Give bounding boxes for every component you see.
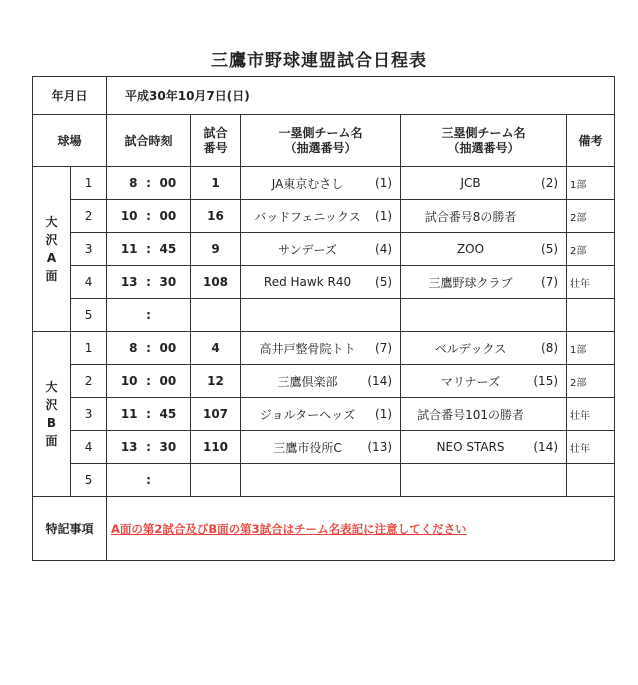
- first-base-team: 三鷹倶楽部: [277, 374, 338, 389]
- match-no: 1: [71, 167, 107, 200]
- third-base-team-cell: [401, 233, 567, 266]
- match-remark: [567, 299, 615, 332]
- match-hour: 13: [120, 440, 138, 454]
- first-base-team-cell: [241, 233, 401, 266]
- match-remark: 壮年: [567, 398, 615, 431]
- first-base-team: ジョルターヘッズ: [259, 407, 356, 422]
- match-time-sep: :: [146, 374, 151, 388]
- third-base-team-cell: [401, 332, 567, 365]
- header-first-base: [241, 115, 401, 167]
- header-time: 試合時刻: [107, 115, 191, 167]
- first-base-team-cell: [241, 464, 401, 497]
- match-row: [33, 464, 615, 497]
- third-base-team-cell: [401, 167, 567, 200]
- match-no: 2: [71, 365, 107, 398]
- field-name: [33, 167, 71, 332]
- field-name-char: 沢: [45, 233, 58, 247]
- match-row: [33, 167, 615, 200]
- match-hour: 10: [120, 209, 138, 223]
- third-base-draw-no: (8): [541, 341, 559, 355]
- first-base-draw-no: (14): [367, 374, 393, 388]
- match-time: [107, 431, 191, 464]
- match-hour: 11: [120, 242, 138, 256]
- match-hour: [112, 308, 138, 322]
- first-base-team-cell: [241, 200, 401, 233]
- match-remark: 壮年: [567, 431, 615, 464]
- first-base-team: サンデーズ: [278, 242, 337, 257]
- header-game-no-line1: 試合: [203, 125, 228, 140]
- header-first-base-line2: （抽選番号）: [284, 140, 357, 155]
- field-name-char: 沢: [45, 398, 58, 412]
- match-hour: 11: [120, 407, 138, 421]
- match-no: 5: [71, 464, 107, 497]
- field-name-char: 大: [45, 215, 58, 229]
- third-base-team-cell: [401, 200, 567, 233]
- game-number: 4: [191, 332, 241, 365]
- match-row: [33, 365, 615, 398]
- third-base-draw-no: (5): [541, 242, 559, 256]
- match-time-sep: :: [146, 407, 151, 421]
- match-row: [33, 200, 615, 233]
- notes-row: [33, 497, 615, 561]
- field-name: [33, 332, 71, 497]
- match-minute: 00: [159, 341, 177, 355]
- match-time-sep: :: [146, 275, 151, 289]
- third-base-team: 試合番号101の勝者: [417, 407, 524, 422]
- first-base-draw-no: (1): [375, 209, 393, 223]
- first-base-team-cell: [241, 365, 401, 398]
- field-name-char: 面: [45, 269, 58, 283]
- match-hour: 10: [120, 374, 138, 388]
- first-base-team-cell: [241, 332, 401, 365]
- first-base-team-cell: [241, 167, 401, 200]
- match-minute: 45: [159, 407, 177, 421]
- match-minute: [160, 473, 186, 487]
- field-name-char: 面: [45, 434, 58, 448]
- match-time: [107, 464, 191, 497]
- match-row: [33, 233, 615, 266]
- match-remark: 2部: [567, 233, 615, 266]
- third-base-team-cell: [401, 464, 567, 497]
- third-base-team: ベルデックス: [434, 341, 507, 356]
- match-hour: [112, 473, 138, 487]
- match-minute: 00: [159, 176, 177, 190]
- match-row: [33, 299, 615, 332]
- match-time-sep: :: [146, 473, 151, 487]
- third-base-team-cell: [401, 398, 567, 431]
- field-name-char: 大: [45, 380, 58, 394]
- game-number: [191, 464, 241, 497]
- first-base-draw-no: (13): [367, 440, 393, 454]
- game-number: 1: [191, 167, 241, 200]
- first-base-draw-no: (1): [375, 407, 393, 421]
- match-minute: 30: [159, 440, 177, 454]
- match-time: [107, 299, 191, 332]
- match-no: 4: [71, 431, 107, 464]
- match-minute: [160, 308, 186, 322]
- match-time-sep: :: [146, 242, 151, 256]
- header-third-base-line2: （抽選番号）: [447, 140, 520, 155]
- header-remarks: 備考: [567, 115, 615, 167]
- third-base-draw-no: (14): [533, 440, 559, 454]
- match-no: 3: [71, 398, 107, 431]
- match-no: 1: [71, 332, 107, 365]
- date-value: 平成30年10月7日(日): [107, 77, 615, 115]
- third-base-team: 三鷹野球クラブ: [428, 275, 513, 290]
- match-no: 2: [71, 200, 107, 233]
- match-time: [107, 332, 191, 365]
- third-base-team-cell: [401, 266, 567, 299]
- game-number: 16: [191, 200, 241, 233]
- field-name-char: B: [46, 416, 57, 430]
- date-row: [33, 77, 615, 115]
- third-base-draw-no: (7): [541, 275, 559, 289]
- third-base-draw-no: (15): [533, 374, 559, 388]
- header-game-no: [191, 115, 241, 167]
- schedule-table: [32, 76, 615, 561]
- third-base-team: JCB: [460, 176, 481, 190]
- first-base-team: 三鷹市役所C: [273, 440, 342, 455]
- date-label: 年月日: [33, 77, 107, 115]
- third-base-draw-no: (2): [541, 176, 559, 190]
- match-no: 5: [71, 299, 107, 332]
- notes-text: A面の第2試合及びB面の第3試合はチーム名表記に注意してください: [107, 497, 615, 561]
- game-number: 110: [191, 431, 241, 464]
- match-time: [107, 266, 191, 299]
- first-base-team: 高井戸整骨院トト: [259, 341, 356, 356]
- third-base-team-cell: [401, 365, 567, 398]
- game-number: 107: [191, 398, 241, 431]
- match-hour: 13: [120, 275, 138, 289]
- match-time: [107, 233, 191, 266]
- first-base-team: バッドフェニックス: [254, 209, 361, 224]
- first-base-team-cell: [241, 431, 401, 464]
- match-minute: 00: [159, 374, 177, 388]
- match-row: [33, 398, 615, 431]
- first-base-team-cell: [241, 299, 401, 332]
- game-number: 9: [191, 233, 241, 266]
- match-row: [33, 266, 615, 299]
- third-base-team: マリナーズ: [440, 374, 501, 389]
- third-base-team: NEO STARS: [436, 440, 505, 454]
- match-remark: 2部: [567, 365, 615, 398]
- first-base-draw-no: (5): [375, 275, 393, 289]
- match-time-sep: :: [146, 308, 151, 322]
- match-hour: 8: [129, 176, 138, 190]
- match-minute: 30: [159, 275, 177, 289]
- third-base-team-cell: [401, 299, 567, 332]
- match-time-sep: :: [146, 209, 151, 223]
- first-base-team-cell: [241, 266, 401, 299]
- notes-label: 特記事項: [33, 497, 107, 561]
- match-time: [107, 200, 191, 233]
- first-base-draw-no: (4): [375, 242, 393, 256]
- game-number: [191, 299, 241, 332]
- match-time: [107, 398, 191, 431]
- game-number: 108: [191, 266, 241, 299]
- header-third-base-line1: 三塁側チーム名: [441, 125, 526, 140]
- third-base-team: ZOO: [456, 242, 485, 256]
- first-base-draw-no: (7): [375, 341, 393, 355]
- header-first-base-line1: 一塁側チーム名: [278, 125, 363, 140]
- match-remark: 1部: [567, 332, 615, 365]
- first-base-draw-no: (1): [375, 176, 393, 190]
- third-base-team: 試合番号8の勝者: [424, 209, 517, 224]
- match-remark: [567, 464, 615, 497]
- match-row: [33, 332, 615, 365]
- header-third-base: [401, 115, 567, 167]
- match-no: 4: [71, 266, 107, 299]
- match-remark: 壮年: [567, 266, 615, 299]
- match-remark: 2部: [567, 200, 615, 233]
- match-time-sep: :: [146, 440, 151, 454]
- header-game-no-line2: 番号: [203, 140, 228, 155]
- match-no: 3: [71, 233, 107, 266]
- field-name-char: A: [46, 251, 57, 265]
- first-base-team: JA東京むさし: [271, 176, 344, 191]
- match-time-sep: :: [146, 341, 151, 355]
- match-hour: 8: [129, 341, 138, 355]
- first-base-team: Red Hawk R40: [263, 275, 352, 289]
- match-time: [107, 365, 191, 398]
- match-time: [107, 167, 191, 200]
- match-row: [33, 431, 615, 464]
- match-minute: 00: [159, 209, 177, 223]
- header-field: 球場: [33, 115, 107, 167]
- game-number: 12: [191, 365, 241, 398]
- match-remark: 1部: [567, 167, 615, 200]
- header-row: [33, 115, 615, 167]
- match-minute: 45: [159, 242, 177, 256]
- third-base-team-cell: [401, 431, 567, 464]
- page-title: 三鷹市野球連盟試合日程表: [211, 51, 427, 71]
- match-time-sep: :: [146, 176, 151, 190]
- first-base-team-cell: [241, 398, 401, 431]
